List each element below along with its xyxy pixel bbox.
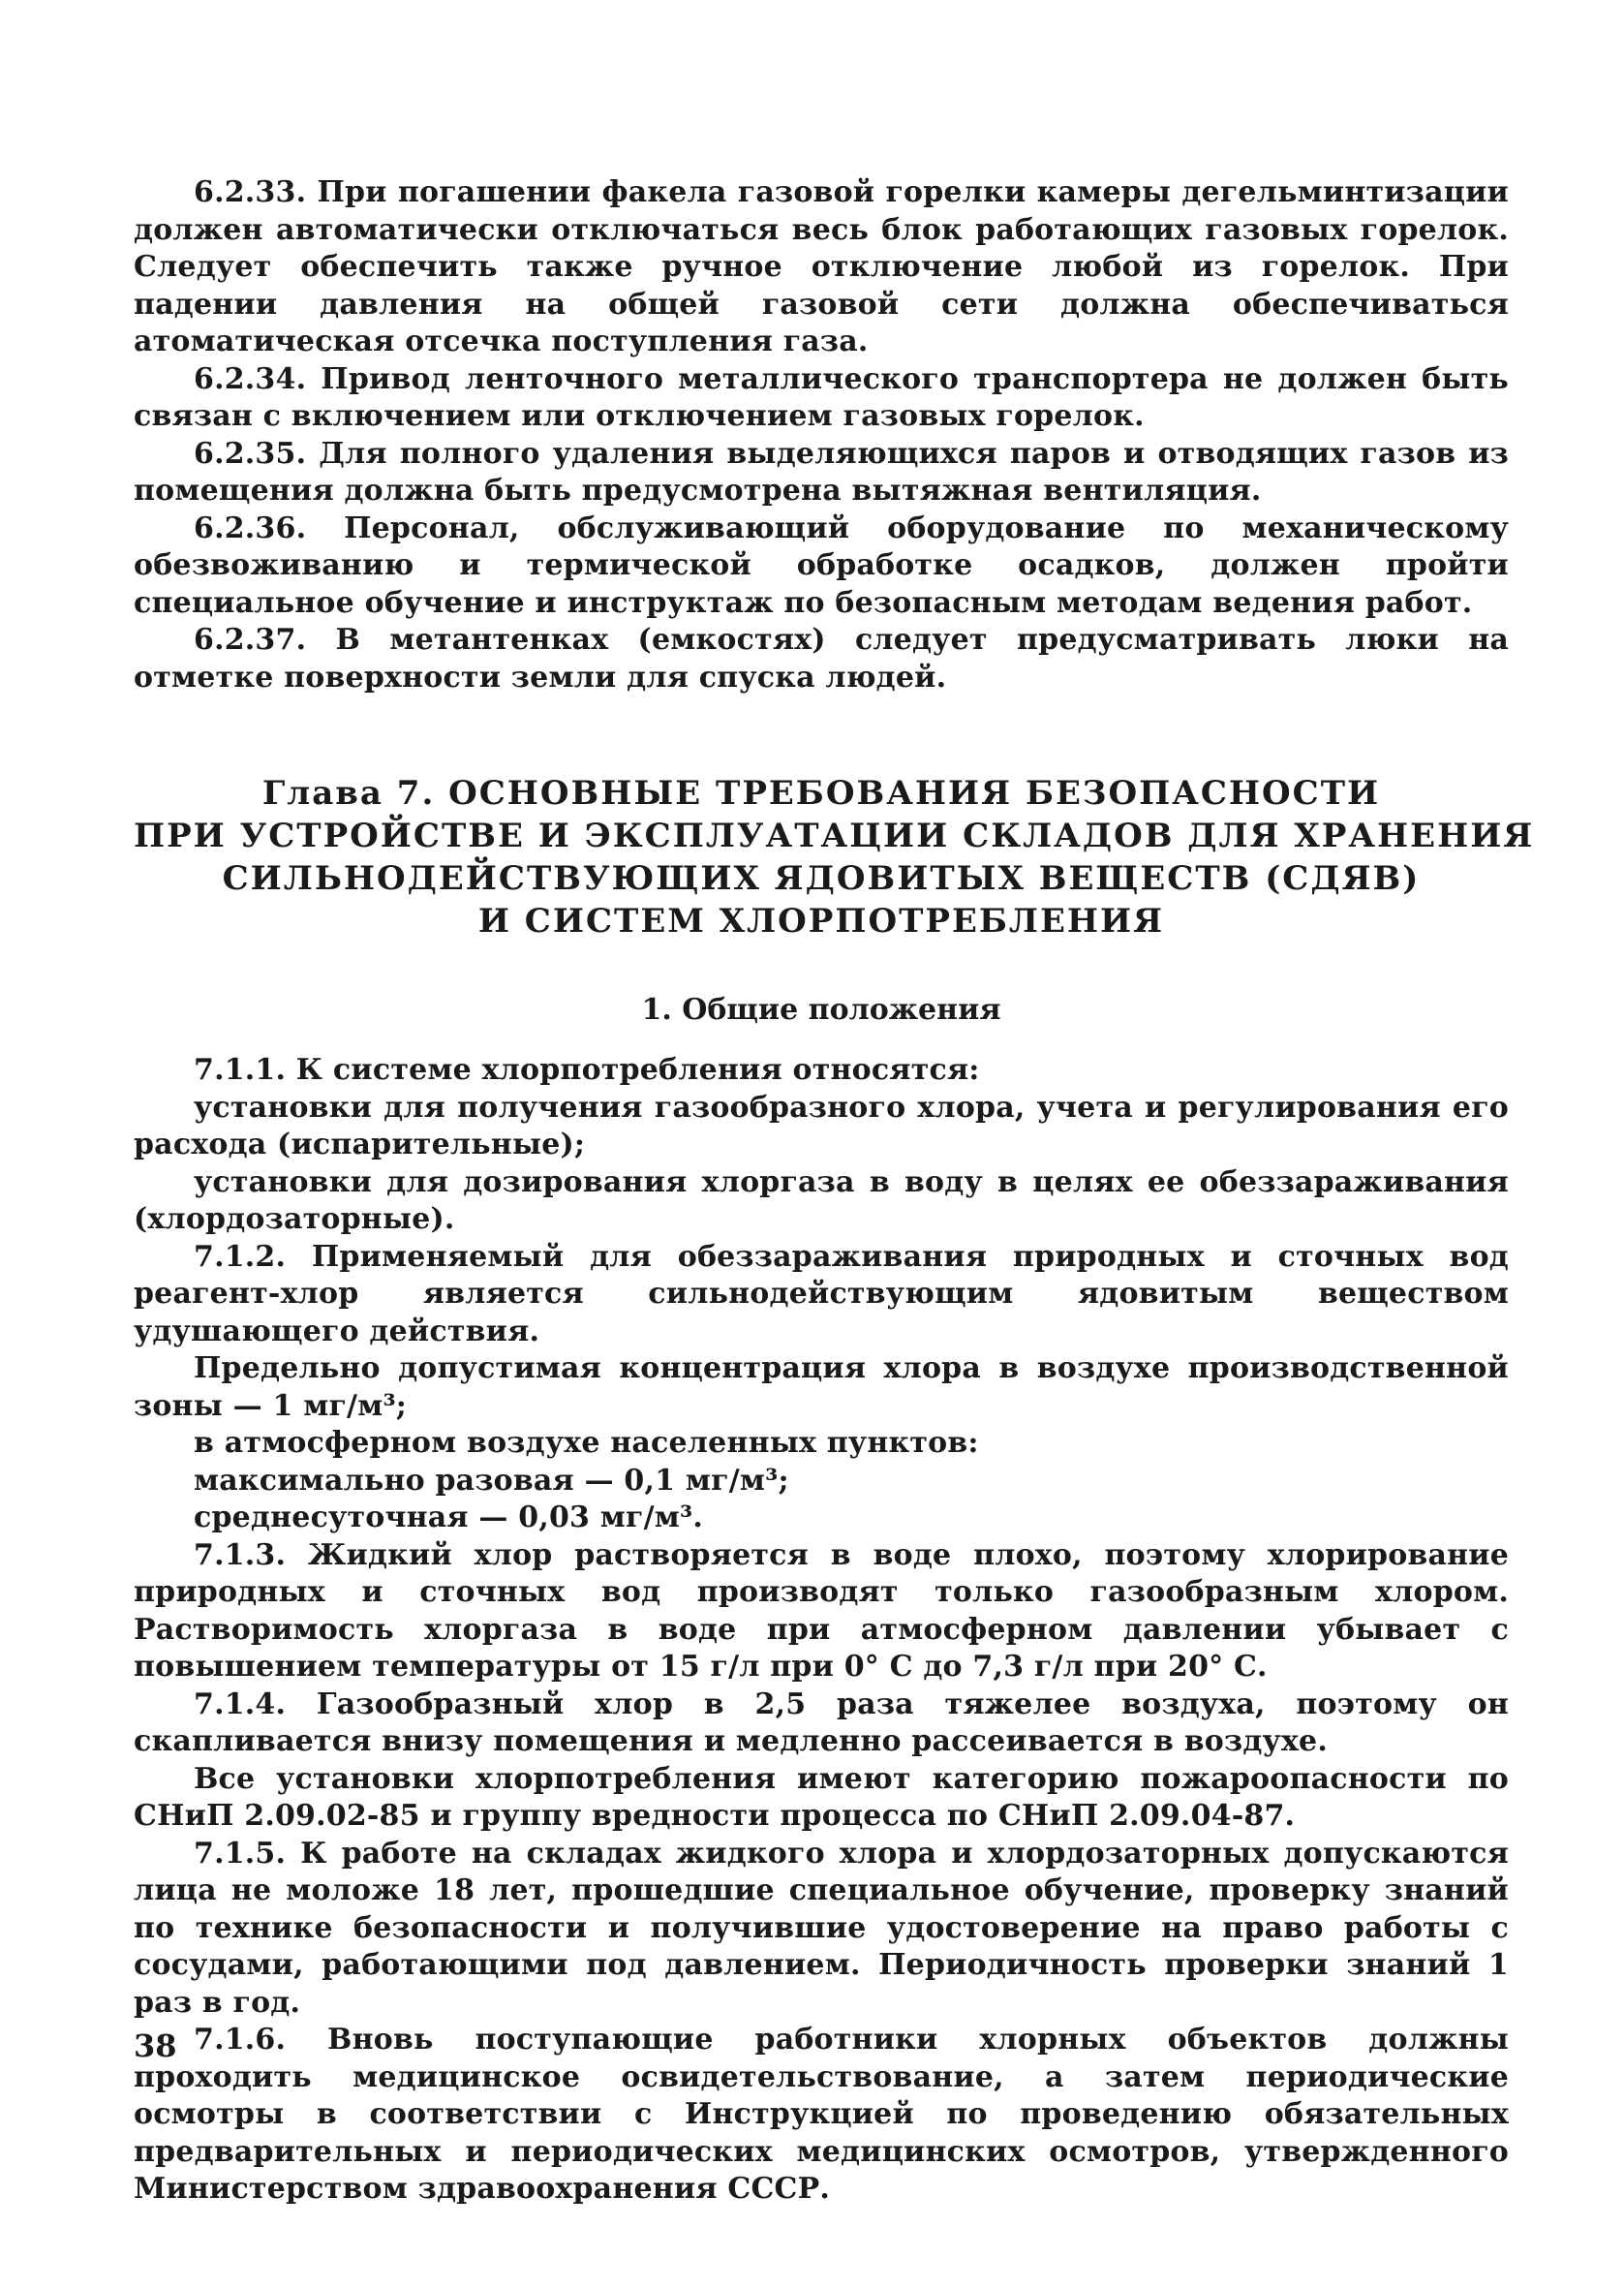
chapter-title-line-1: Глава 7. ОСНОВНЫЕ ТРЕБОВАНИЯ БЕЗОПАСНОСТИ: [261, 774, 1381, 813]
paragraph-fire-category: Все установки хлорпотребления имеют категорию пожароопасности по СНиП 2.09.02-85 и группу вредности процесса по СНиП 2.09.04-87.: [134, 1761, 1509, 1833]
paragraph-7-1-6: 7.1.6. Вновь поступающие работники хлорных объектов должны проходить медицинское освидетельствование, а затем периодические осмотры в соответствии с Инструкцией по проведению обязательных предварительных и периодических медицинских осмотров, утвержденного Министерством здравоохранения СССР.: [134, 2023, 1509, 2206]
paragraph-6-2-36: 6.2.36. Персонал, обслуживающий оборудование по механическому обезвоживанию и термической обработке осадков, должен пройти специальное обучение и инструктаж по безопасным методам ведения работ.: [134, 510, 1509, 620]
paragraph-7-1-5: 7.1.5. К работе на складах жидкого хлора и хлордозаторных допускаются лица не моложе 18 лет, прошедшие специальное обучение, проверку знаний по технике безопасности и получившие удостоверение на право работы с сосудами, работающими под давлением. Периодичность проверки знаний 1 раз в год.: [134, 1836, 1509, 2020]
paragraph-dosing-units: установки для дозирования хлоргаза в воду в целях ее обеззараживания (хлордозаторные).: [134, 1164, 1509, 1236]
paragraph-6-2-34: 6.2.34. Привод ленточного металлического транспортера не должен быть связан с включением или отключением газовых горелок.: [134, 361, 1509, 433]
page-body: [134, 174, 1535, 2209]
paragraph-atmospheric-air: в атмосферном воздухе населенных пунктов:: [194, 1426, 979, 1460]
paragraph-6-2-37: 6.2.37. В метантенках (емкостях) следует предусматривать люки на отметке поверхности земли для спуска людей.: [134, 623, 1509, 695]
paragraph-6-2-33: 6.2.33. При погашении факела газовой горелки камеры дегельминтизации должен автоматически отключаться весь блок работающих газовых горелок. Следует обеспечить также ручное отключение любой из горелок. При падении давления на общей газовой сети должна обеспечиваться атоматическая отсечка поступления газа.: [134, 175, 1509, 358]
paragraph-mpc-work-zone: Предельно допустимая концентрация хлора в воздухе производственной зоны — 1 мг/м³;: [134, 1351, 1509, 1423]
subsection-title: 1. Общие положения: [641, 993, 1001, 1027]
paragraph-daily-average: среднесуточная — 0,03 мг/м³.: [194, 1500, 704, 1534]
chapter-title-line-3: СИЛЬНОДЕЙСТВУЮЩИХ ЯДОВИТЫХ ВЕЩЕСТВ (СДЯВ): [222, 859, 1421, 898]
chapter-title-line-4: И СИСТЕМ ХЛОРПОТРЕБЛЕНИЯ: [477, 902, 1165, 941]
section-6-2-paragraphs: [134, 174, 1509, 696]
paragraph-evaporator-units: установки для получения газообразного хлора, учета и регулирования его расхода (испарительные);: [134, 1090, 1509, 1161]
chapter-title-line-2: ПРИ УСТРОЙСТВЕ И ЭКСПЛУАТАЦИИ СКЛАДОВ ДЛЯ ХРАНЕНИЯ: [134, 817, 1535, 855]
section-7-1-paragraphs: [134, 1052, 1509, 2209]
paragraph-7-1-3: 7.1.3. Жидкий хлор растворяется в воде плохо, поэтому хлорирование природных и сточных вод производят только газообразным хлором. Растворимость хлоргаза в воде при атмосферном давлении убывает с повышением температуры от 15 г/л при 0° С до 7,3 г/л при 20° С.: [134, 1537, 1509, 1684]
paragraph-7-1-4: 7.1.4. Газообразный хлор в 2,5 раза тяжелее воздуха, поэтому он скапливается внизу помещения и медленно рассеивается в воздухе.: [134, 1686, 1509, 1758]
paragraph-7-1-2: 7.1.2. Применяемый для обеззараживания природных и сточных вод реагент-хлор является сильнодействующим ядовитым веществом удушающего действия.: [134, 1239, 1509, 1348]
paragraph-7-1-1: 7.1.1. К системе хлорпотребления относятся:: [194, 1053, 980, 1087]
chapter-title: [134, 772, 1535, 943]
paragraph-max-single: максимально разовая — 0,1 мг/м³;: [194, 1463, 789, 1498]
paragraph-6-2-35: 6.2.35. Для полного удаления выделяющихся паров и отводящих газов из помещения должна быть предусмотрена вытяжная вентиляция.: [134, 436, 1509, 508]
page-number: 38: [134, 2027, 177, 2064]
